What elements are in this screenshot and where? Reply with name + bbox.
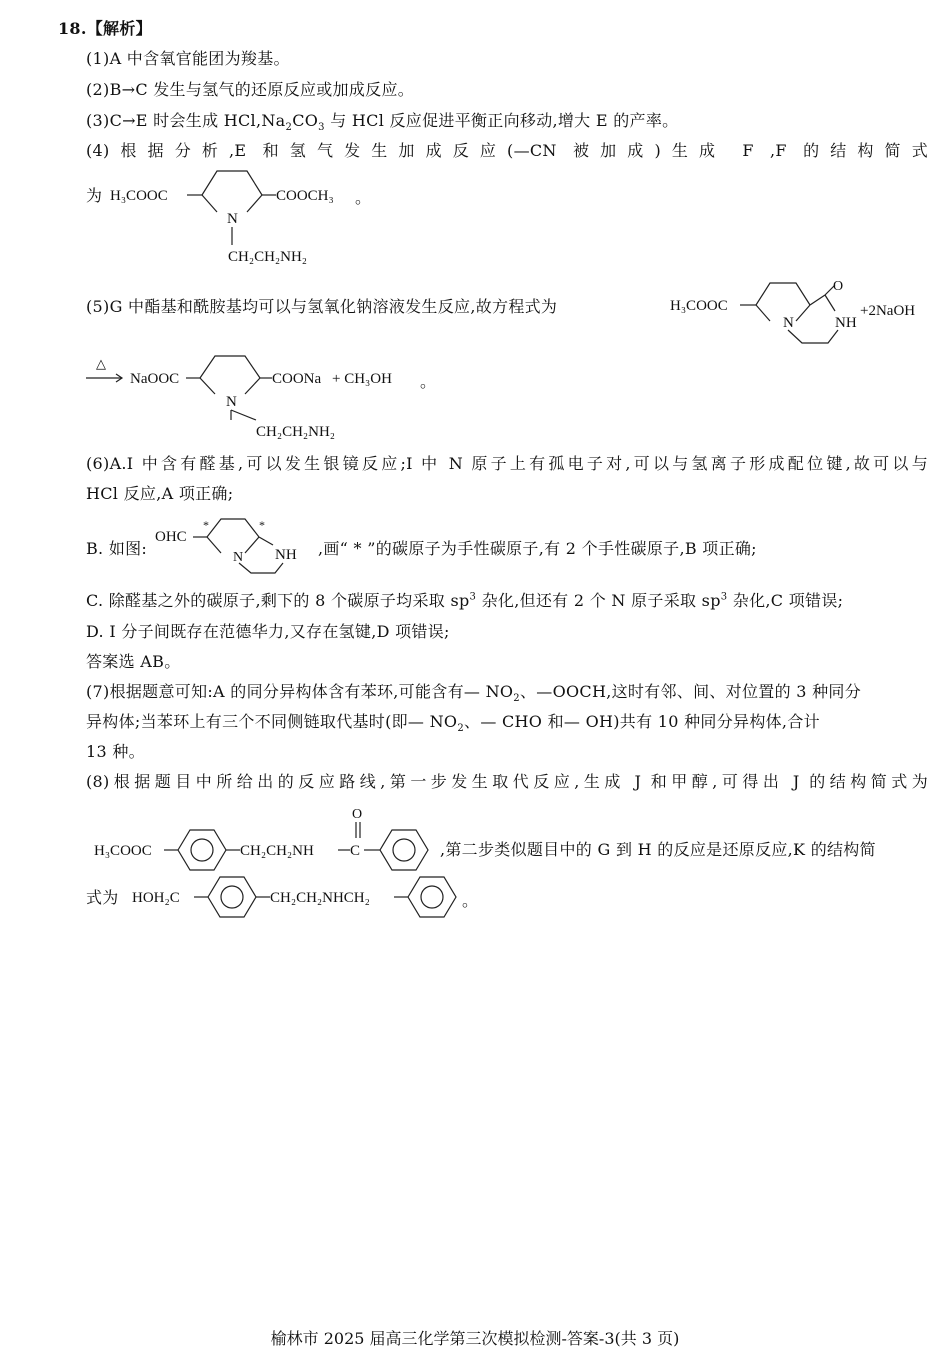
svg-text:H₃COOC: H₃COOC bbox=[94, 843, 152, 859]
section-title: 18.【解析】 bbox=[58, 19, 152, 38]
answer-4-prefix: 为 bbox=[86, 186, 103, 205]
answer-5-end: 。 bbox=[420, 372, 437, 391]
svg-text:NH: NH bbox=[275, 547, 297, 563]
answer-6a: (6)A.I 中含有醛基,可以发生银镜反应;I 中 N 原子上有孤电子对,可以与氢离子形成配位键,故可以与 bbox=[86, 454, 928, 473]
answer-8b: ,第二步类似题目中的 G 到 H 的反应是还原反应,K 的结构简 bbox=[440, 840, 876, 859]
answer-4: (4)根据分析,E 和氢气发生加成反应(—CN 被加成)生成 F ,F 的结构简式 bbox=[86, 141, 928, 160]
answer-8-end: 。 bbox=[462, 891, 479, 910]
answer-7c: 13 种。 bbox=[86, 742, 145, 761]
structure-k bbox=[132, 870, 462, 920]
svg-text:H₃COOC: H₃COOC bbox=[110, 188, 168, 204]
reaction-products bbox=[86, 350, 446, 450]
svg-text:CH₂CH₂NHCH₂: CH₂CH₂NHCH₂ bbox=[270, 890, 370, 906]
answer-6b: ,画“ * ”的碳原子为手性碳原子,有 2 个手性碳原子,B 项正确; bbox=[318, 539, 757, 558]
page-footer: 榆林市 2025 届高三化学第三次模拟检测-答案-3(共 3 页) bbox=[270, 1329, 680, 1348]
svg-text:△: △ bbox=[96, 356, 106, 371]
svg-text:+2NaOH: +2NaOH bbox=[860, 303, 916, 319]
svg-text:COOCH₃: COOCH₃ bbox=[276, 188, 334, 204]
svg-text:N: N bbox=[233, 550, 244, 565]
answer-2: (2)B→C 发生与氢气的还原反应或加成反应。 bbox=[86, 80, 415, 99]
svg-text:C: C bbox=[350, 843, 361, 859]
answer-3: (3)C→E 时会生成 $HCl,Na_2CO_3$ 与 HCl 反应促进平衡正向移动,增大 E 的产率。 bbox=[86, 111, 679, 134]
svg-text:NaOOC: NaOOC bbox=[130, 371, 180, 387]
svg-text:N: N bbox=[226, 394, 237, 410]
svg-text:*: * bbox=[259, 518, 265, 532]
svg-text:CH₂CH₂NH₂: CH₂CH₂NH₂ bbox=[256, 424, 336, 440]
answer-6-choice: 答案选 AB。 bbox=[86, 652, 181, 671]
svg-text:CH₂CH₂NH₂: CH₂CH₂NH₂ bbox=[228, 249, 308, 265]
svg-text:CH₂CH₂NH: CH₂CH₂NH bbox=[240, 843, 314, 859]
answer-8a: (8)根据题目中所给出的反应路线,第一步发生取代反应,生成 J 和甲醇,可得出 J 的结构简式为 bbox=[86, 772, 928, 791]
svg-text:HOH₂C: HOH₂C bbox=[132, 890, 180, 906]
svg-text:N: N bbox=[783, 315, 794, 331]
structure-g bbox=[670, 275, 940, 355]
svg-text:H₃COOC: H₃COOC bbox=[670, 298, 728, 314]
answer-8c-prefix: 式为 bbox=[86, 888, 119, 907]
answer-4-end: 。 bbox=[355, 188, 372, 207]
answer-6d: D. I 分子间既存在范德华力,又存在氢键,D 项错误; bbox=[86, 622, 450, 641]
svg-text:*: * bbox=[203, 518, 209, 532]
answer-6b-prefix: B. 如图: bbox=[86, 539, 148, 558]
answer-5: (5)G 中酯基和酰胺基均可以与氢氧化钠溶液发生反应,故方程式为 bbox=[86, 297, 558, 316]
structure-f bbox=[110, 165, 370, 275]
answer-6c: C. 除醛基之外的碳原子,剩下的 8 个碳原子均采取 $sp^3$ 杂化,但还有 2 个 N 原子采取 $sp^3$ 杂化,C 项错误; bbox=[86, 591, 844, 610]
svg-text:COONa: COONa bbox=[272, 371, 322, 387]
structure-j bbox=[94, 800, 439, 870]
svg-text:+ CH₃OH: + CH₃OH bbox=[332, 371, 392, 387]
svg-text:N: N bbox=[227, 211, 238, 227]
svg-text:O: O bbox=[352, 807, 363, 822]
structure-i bbox=[155, 515, 325, 580]
answer-7b: 异构体;当苯环上有三个不同侧链取代基时(即— $NO_2$、— CHO 和— OH)共有 10 种同分异构体,合计 bbox=[86, 712, 820, 735]
svg-text:OHC: OHC bbox=[155, 529, 187, 545]
answer-7a: (7)根据题意可知:A 的同分异构体含有苯环,可能含有— $NO_2$、—OOCH,这时有邻、间、对位置的 3 种同分 bbox=[86, 682, 862, 705]
svg-text:NH: NH bbox=[835, 315, 857, 331]
answer-6a-cont: HCl 反应,A 项正确; bbox=[86, 484, 234, 503]
svg-text:O: O bbox=[833, 279, 844, 294]
answer-1: (1)A 中含氧官能团为羧基。 bbox=[86, 49, 290, 68]
